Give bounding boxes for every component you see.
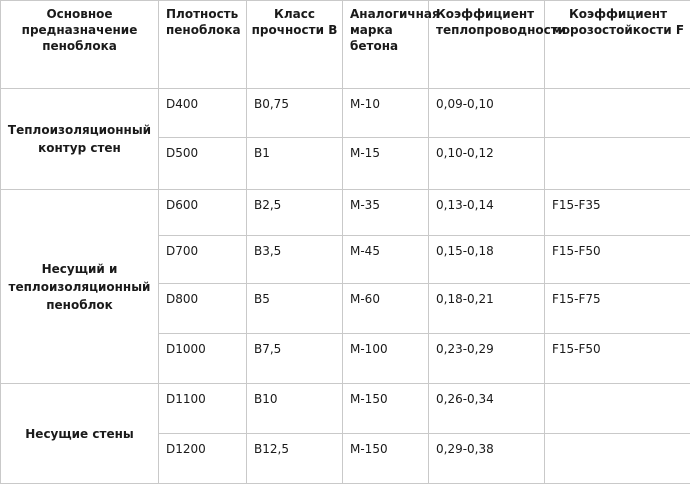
frost-resistance-cell: F15-F50 <box>545 236 690 284</box>
thermal-conductivity-cell: 0,09-0,10 <box>429 89 545 138</box>
density-cell: D1200 <box>159 434 247 484</box>
concrete-grade-cell: М-60 <box>343 284 429 334</box>
density-cell: D1100 <box>159 384 247 434</box>
strength-class-cell: В7,5 <box>247 334 343 384</box>
frost-resistance-cell: F15-F35 <box>545 190 690 236</box>
header-purpose: Основное предназначение пеноблока <box>1 1 159 89</box>
thermal-conductivity-cell: 0,15-0,18 <box>429 236 545 284</box>
frost-resistance-cell: F15-F50 <box>545 334 690 384</box>
frost-resistance-cell <box>545 138 690 190</box>
concrete-grade-cell: М-35 <box>343 190 429 236</box>
density-cell: D800 <box>159 284 247 334</box>
density-cell: D1000 <box>159 334 247 384</box>
table-header-row <box>1 1 690 89</box>
concrete-grade-cell: М-45 <box>343 236 429 284</box>
thermal-conductivity-cell: 0,26-0,34 <box>429 384 545 434</box>
header-concrete-grade: Аналогичная марка бетона <box>343 1 429 89</box>
strength-class-cell: В3,5 <box>247 236 343 284</box>
header-density: Плотность пеноблока <box>159 1 247 89</box>
group-label: Несущий и теплоизоляционный пеноблок <box>1 190 159 384</box>
group-label: Несущие стены <box>1 384 159 484</box>
strength-class-cell: В12,5 <box>247 434 343 484</box>
table-row <box>1 89 690 138</box>
density-cell: D600 <box>159 190 247 236</box>
frost-resistance-cell: F15-F75 <box>545 284 690 334</box>
density-cell: D400 <box>159 89 247 138</box>
concrete-grade-cell: М-150 <box>343 434 429 484</box>
thermal-conductivity-cell: 0,13-0,14 <box>429 190 545 236</box>
table-row <box>1 190 690 236</box>
concrete-grade-cell: М-10 <box>343 89 429 138</box>
thermal-conductivity-cell: 0,10-0,12 <box>429 138 545 190</box>
thermal-conductivity-cell: 0,23-0,29 <box>429 334 545 384</box>
group-label: Теплоизоляционный контур стен <box>1 89 159 190</box>
strength-class-cell: В1 <box>247 138 343 190</box>
strength-class-cell: В5 <box>247 284 343 334</box>
strength-class-cell: В2,5 <box>247 190 343 236</box>
table-row <box>1 384 690 434</box>
header-thermal-conductivity: Коэффициент теплопроводности <box>429 1 545 89</box>
header-frost-resistance: Коэффициент морозостойкости F <box>545 1 690 89</box>
frost-resistance-cell <box>545 384 690 434</box>
concrete-grade-cell: М-150 <box>343 384 429 434</box>
header-strength-class: Класс прочности В <box>247 1 343 89</box>
density-cell: D700 <box>159 236 247 284</box>
frost-resistance-cell <box>545 89 690 138</box>
thermal-conductivity-cell: 0,18-0,21 <box>429 284 545 334</box>
strength-class-cell: В10 <box>247 384 343 434</box>
concrete-grade-cell: М-100 <box>343 334 429 384</box>
thermal-conductivity-cell: 0,29-0,38 <box>429 434 545 484</box>
frost-resistance-cell <box>545 434 690 484</box>
strength-class-cell: В0,75 <box>247 89 343 138</box>
density-cell: D500 <box>159 138 247 190</box>
concrete-grade-cell: М-15 <box>343 138 429 190</box>
